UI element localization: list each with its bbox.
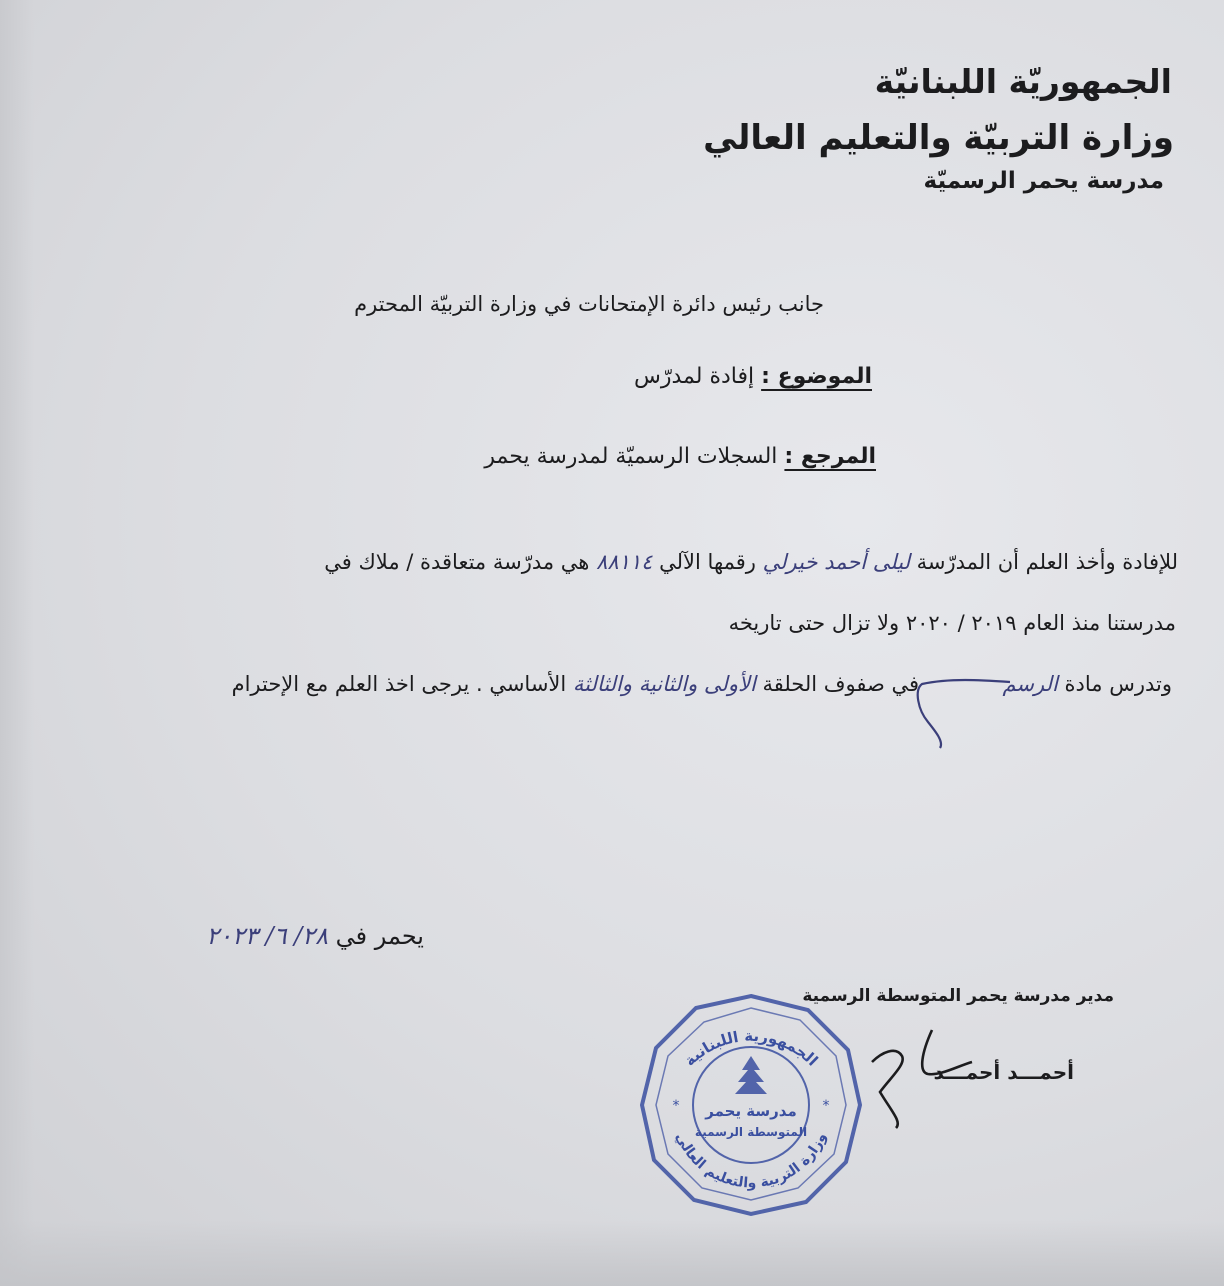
body-line1-start: للإفادة وأخذ العلم أن المدرّسة: [916, 550, 1178, 574]
addressee: جانب رئيس دائرة الإمتحانات في وزارة التربيّة المحترم: [354, 292, 824, 316]
subject-label: الموضوع :: [761, 364, 872, 389]
body-line-2: مدرستنا منذ العام ٢٠١٩ / ٢٠٢٠ ولا تزال حتى تاريخه: [728, 611, 1176, 635]
body-line1-end: هي مدرّسة متعاقدة / ملاك في: [324, 550, 590, 574]
body-line3-start: وتدرس مادة: [1064, 672, 1172, 696]
date-prefix: يحمر في: [335, 922, 424, 950]
stamp-inner-line1: مدرسة يحمر: [705, 1102, 797, 1120]
cedar-tree-icon: [735, 1056, 767, 1094]
official-school-stamp: [638, 992, 864, 1218]
stamp-outer-bottom-text: وزارة التربية والتعليم العالي: [672, 1130, 830, 1192]
body-line3-end: الأساسي . يرجى اخذ العلم مع الإحترام: [231, 672, 567, 696]
director-name: أحمـــد أحمـــد: [933, 1060, 1074, 1084]
page-shadow-bottom: [0, 1220, 1224, 1286]
body-line3-mid: في صفوف الحلقة: [762, 672, 920, 696]
body-line-1: [324, 550, 1178, 574]
reference-line: [484, 444, 876, 469]
header-school: مدرسة يحمر الرسميّة: [923, 168, 1164, 194]
date-line: [206, 922, 424, 950]
cycles-handwritten: الأولى والثانية والثالثة: [572, 672, 756, 696]
teacher-name-handwritten: ليلى أحمد خيرلي: [762, 550, 910, 574]
handwritten-flourish: [900, 660, 1020, 750]
stamp-star-right-icon: *: [822, 1098, 830, 1114]
stamp-inner-line2: المتوسطة الرسمية: [694, 1125, 808, 1139]
reference-value: السجلات الرسميّة لمدرسة يحمر: [484, 444, 778, 469]
stamp-star-left-icon: *: [672, 1098, 680, 1114]
subject-line: [634, 364, 872, 389]
date-value: ٢٨/ ٦/ ٢٠٢٣: [206, 922, 328, 950]
stamp-outer-top-text: الجمهورية اللبنانية: [680, 1026, 822, 1070]
subject-value: إفادة لمدرّس: [634, 364, 755, 389]
teacher-number-handwritten: ٨٨١١٤: [596, 550, 653, 574]
subject-taught-handwritten: الرسم: [1002, 672, 1058, 696]
page-shadow-left: [0, 0, 34, 1286]
director-title: مدير مدرسة يحمر المتوسطة الرسمية: [802, 986, 1114, 1006]
header-ministry: وزارة التربيّة والتعليم العالي: [703, 118, 1174, 158]
header-republic: الجمهوريّة اللبنانيّة: [874, 62, 1172, 101]
body-line-3: [232, 672, 1172, 696]
body-line1-mid: رقمها الآلي: [659, 550, 756, 574]
reference-label: المرجع :: [784, 444, 876, 469]
